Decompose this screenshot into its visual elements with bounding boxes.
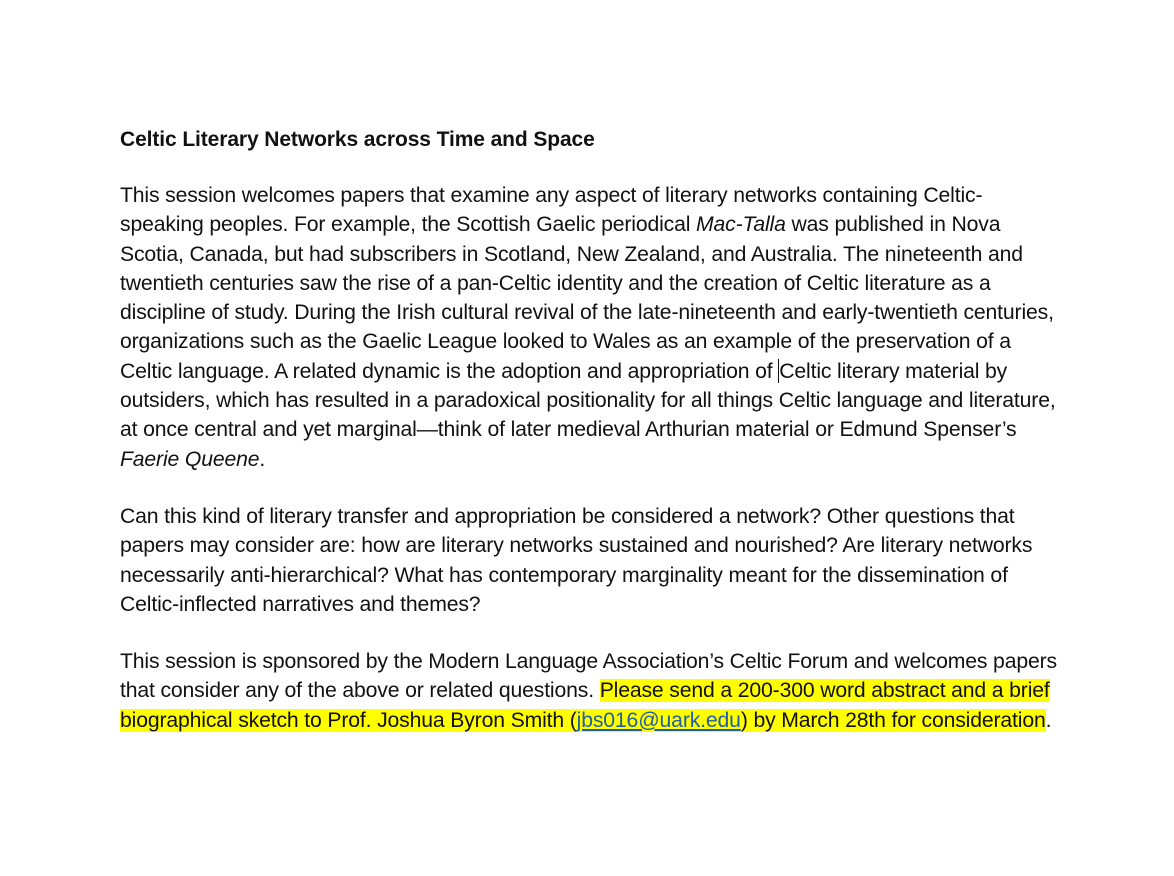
paragraph-2: Can this kind of literary transfer and appropriation be considered a network? Other questions that papers may consider are: how are literary networks sustained and nourished? Are literary networks necessarily anti-hierarchical? What has contemporary marginality meant for the dissemination of Celtic-inflected narratives and themes? (120, 504, 1033, 616)
p1-text-c: Celtic literary material by outsiders, which has resulted in a paradoxical positionality for all things Celtic language and literature, at once central and yet marginal—think of later medieval Arthurian material or Edmund Spenser’s (120, 359, 1056, 442)
p1-text-b: was published in Nova Scotia, Canada, but had subscribers in Scotland, New Zealand, and Australia. The nineteenth and twentieth centuries saw the rise of a pan-Celtic identity and the creation of Celtic literature as a discipline of study. During the Irish cultural revival of the late-nineteenth and early-twentieth centuries, organizations such as the Gaelic League looked to Wales as an example of the preservation of a Celtic language. A related dynamic is the adoption and appropriation of (120, 213, 1054, 383)
p3-text-end: . (1045, 708, 1052, 732)
highlighted-text-2: ) by March 28th for consideration (740, 708, 1046, 732)
document-body (120, 124, 1060, 763)
paragraph-3 (120, 647, 1060, 735)
document-title: Celtic Literary Networks across Time and Space (120, 128, 595, 151)
email-link[interactable]: jbs016@uark.edu (576, 708, 741, 732)
paragraph-1 (120, 181, 1060, 474)
p3-text-a: This session is sponsored by the Modern Language Association’s Celtic Forum and welcomes papers that consider any of the above or related questions. (120, 650, 1057, 703)
p1-text-a: This session welcomes papers that examine any aspect of literary networks containing Celtic-speaking peoples. For example, the Scottish Gaelic periodical (120, 184, 983, 237)
periodical-title: Mac-Talla (696, 213, 786, 237)
p1-text-d: . (259, 447, 266, 471)
highlighted-text-1: Please send a 200-300 word abstract and a brief biographical sketch to Prof. Joshua Byron Smith ( (120, 679, 1050, 732)
work-title: Faerie Queene (120, 447, 260, 471)
